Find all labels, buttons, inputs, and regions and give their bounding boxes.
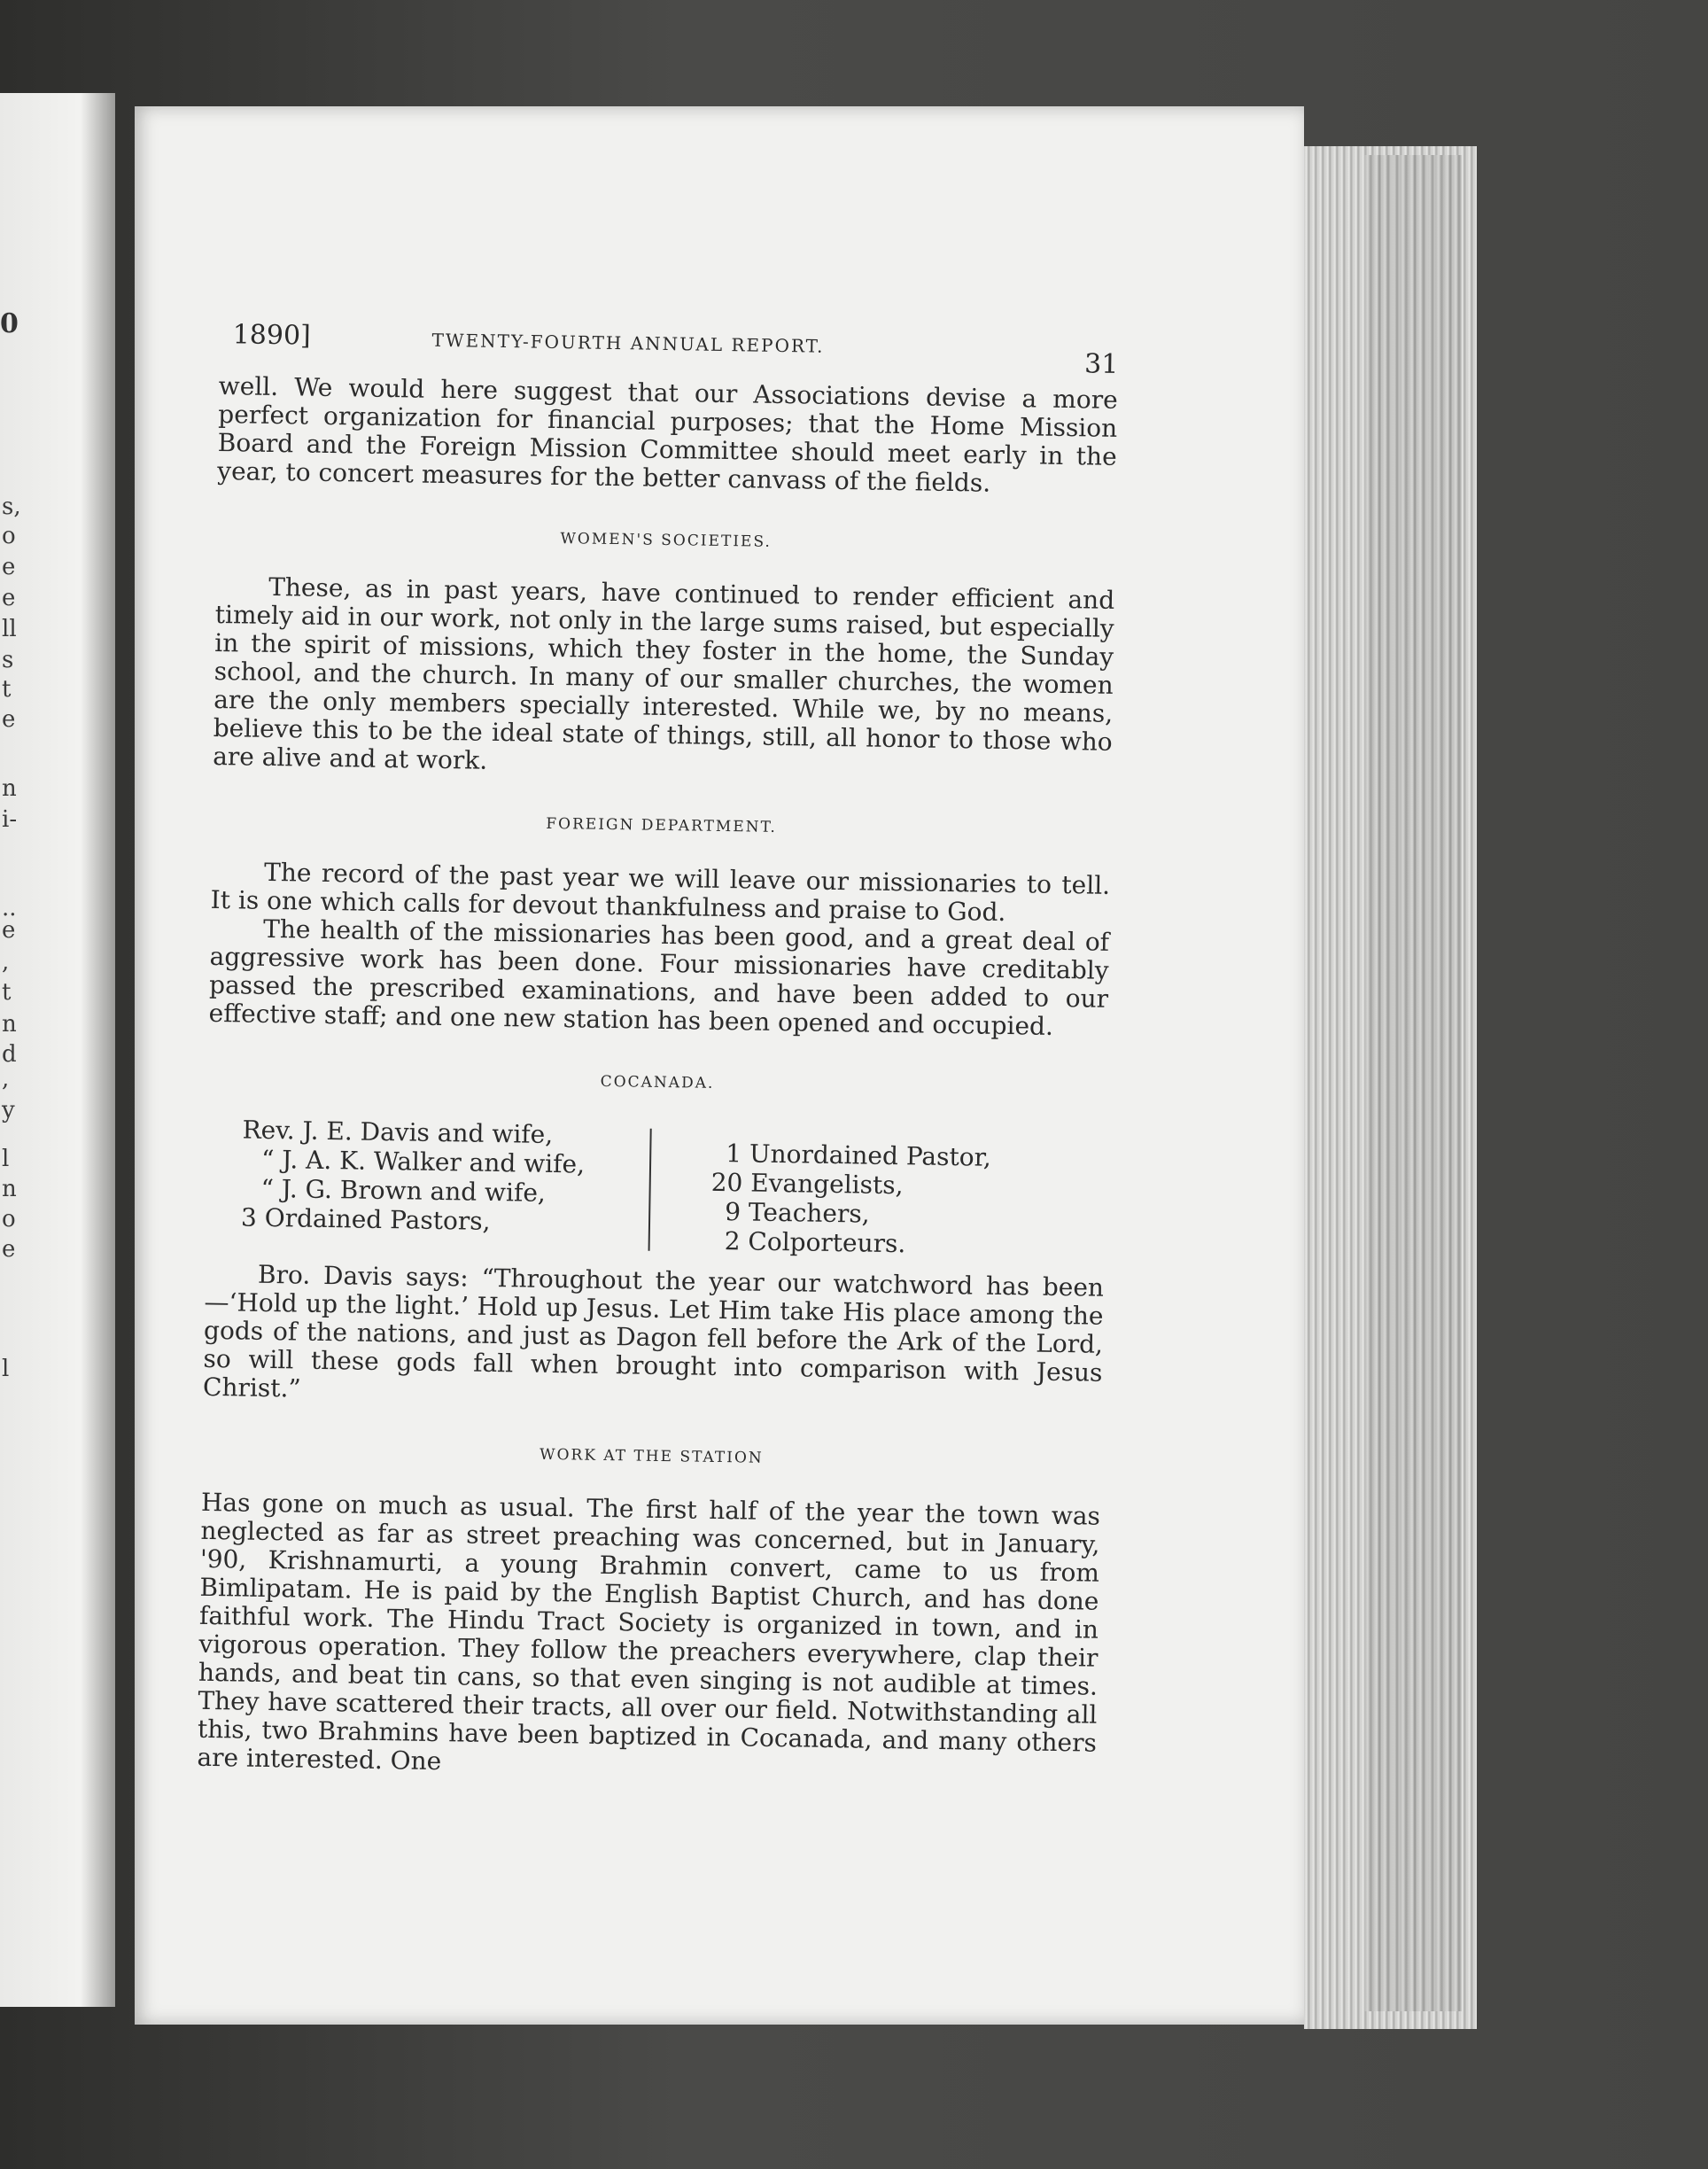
left-fragment: , bbox=[2, 949, 10, 976]
paragraph-foreign-record: The record of the past year we will leave our missionaries to tell. It is one which calls for devout thankfulness and praise to God. bbox=[210, 857, 1111, 928]
section-heading-womens-societies: WOMEN'S SOCIETIES. bbox=[560, 530, 772, 551]
paragraph-work-at-station: Has gone on much as usual. The first half of the year the town was neglected as far as street preaching was concerned, but in January, '90, Krishnamurti, a young Brahmin convert, came to us from Bimlipatam. He is paid by the English Baptist Church, and has done faithful work. The Hindu Tract Society is organized in town, and in vigorous operation. They follow the preachers everywhere, clap their hands, and beat tin cans, so that even singing is not audible at times. They have scattered their tracts, all over our field. Notwithstanding all this, two Brahmins have been baptized in Cocanada, and many others are interested. One bbox=[197, 1487, 1101, 1776]
left-fragment: ll bbox=[2, 616, 17, 642]
left-fragment: d bbox=[2, 1041, 17, 1068]
paragraph-davis-quote: Bro. Davis says: “Throughout the year our watchword has been—‘Hold up the light.’ Hold up Jesus. Let Him take His place among the gods of the nations, and just as Dagon fell before the Ark of the Lord, so will these gods fall when brought into comparison with Jesus Christ.” bbox=[202, 1259, 1105, 1403]
header-title: TWENTY-FOURTH ANNUAL REPORT. bbox=[431, 329, 825, 357]
left-fragment: t bbox=[2, 979, 12, 1006]
staff-entry: 20 Evangelists, bbox=[710, 1167, 904, 1201]
column-divider bbox=[648, 1129, 652, 1251]
left-fragment: i- bbox=[2, 806, 18, 833]
left-fragment: n bbox=[2, 1176, 17, 1202]
left-fragment: s bbox=[2, 647, 14, 673]
header-year: 1890] bbox=[232, 319, 312, 352]
section-heading-work-at-station: WORK AT THE STATION bbox=[539, 1445, 764, 1467]
left-fragment: t bbox=[2, 676, 12, 703]
left-fragment: e bbox=[2, 706, 16, 733]
left-fragment: , bbox=[2, 1066, 10, 1092]
page-text bbox=[197, 319, 1119, 1786]
staff-entry: 9 Teachers, bbox=[724, 1197, 870, 1229]
staff-entry: “ J. A. K. Walker and wife, bbox=[260, 1144, 586, 1179]
left-fragment: e bbox=[2, 554, 16, 580]
left-fragment: e bbox=[2, 585, 16, 611]
staff-entry: Rev. J. E. Davis and wife, bbox=[242, 1115, 554, 1150]
paragraph-foreign-health: The health of the missionaries has been good, and a great deal of aggressive work has been done. Four missionaries have creditably passed the prescribed examinations, and have been added to our effective staff; and one new station has been opened and occupied. bbox=[208, 913, 1110, 1041]
section-heading-foreign-department: FOREIGN DEPARTMENT. bbox=[546, 814, 777, 836]
left-fragment: e bbox=[2, 917, 16, 944]
staff-native-workers bbox=[710, 1139, 1066, 1261]
left-fragment: .. bbox=[2, 895, 17, 921]
left-fragment: o bbox=[2, 1206, 16, 1232]
left-facing-page bbox=[0, 93, 115, 2007]
section-heading-cocanada: COCANADA. bbox=[600, 1072, 715, 1092]
left-fragment: y bbox=[2, 1097, 15, 1123]
staff-entry: “ J. G. Brown and wife, bbox=[260, 1173, 547, 1208]
left-fragment: e bbox=[2, 1236, 16, 1263]
left-fragment: l bbox=[2, 1356, 10, 1382]
page-number: 31 bbox=[1083, 348, 1119, 380]
page-block-edge-shadow bbox=[1364, 155, 1462, 2011]
left-fragment: s, bbox=[2, 494, 21, 520]
paragraph-womens-societies: These, as in past years, have continued to render efficient and timely aid in our work, not only in the large sums raised, but especially in the spirit of missions, which they foster in the home, the Sunday school, and the church. In many of our smaller churches, the women are the only members specially interested. While we, by no means, believe this to be the ideal state of things, still, all honor to those who are alive and at work. bbox=[212, 571, 1115, 775]
left-fragment: n bbox=[2, 1011, 17, 1038]
left-page-number: 0 bbox=[0, 308, 19, 339]
staff-list bbox=[206, 1115, 1106, 1262]
left-fragment: l bbox=[2, 1146, 10, 1172]
staff-entry: 3 Ordained Pastors, bbox=[240, 1202, 491, 1236]
staff-entry: 2 Colporteurs. bbox=[724, 1226, 906, 1259]
staff-missionaries bbox=[241, 1116, 641, 1239]
paragraph-associations: well. We would here suggest that our Associations devise a more perfect organization for financial purposes; that the Home Mission Board and the Foreign Mission Committee should meet early in the year, to concert measures for the better canvass of the fields. bbox=[217, 370, 1118, 498]
staff-entry: 1 Unordained Pastor, bbox=[726, 1139, 992, 1172]
left-fragment: n bbox=[2, 775, 17, 802]
left-fragment: o bbox=[2, 523, 16, 549]
